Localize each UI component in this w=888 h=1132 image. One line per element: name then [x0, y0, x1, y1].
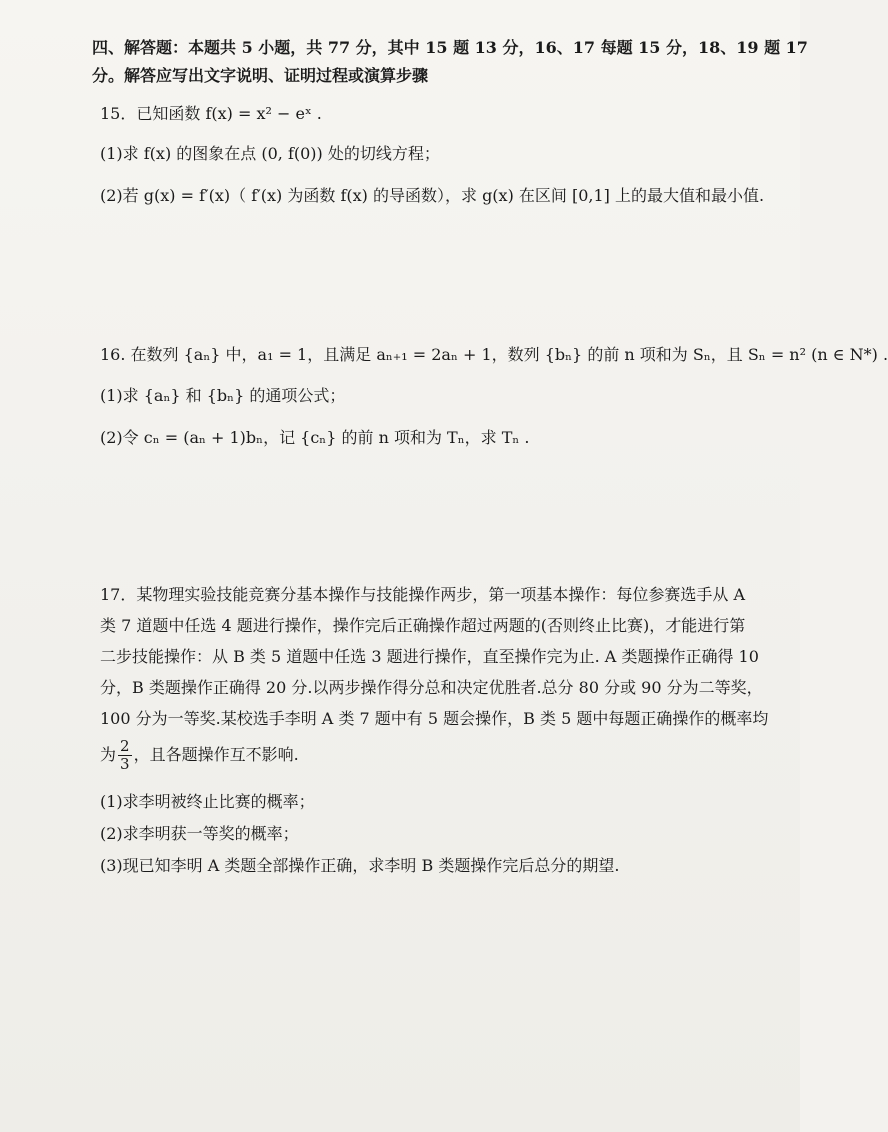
fraction-numerator: 2 — [120, 737, 130, 755]
q17-line2: 类 7 道题中任选 4 题进行操作，操作完后正确操作超过两题的(否则终止比赛)，才能进行第 — [100, 616, 746, 635]
section-header-line2: 分。解答应写出文字说明、证明过程或演算步骤 — [92, 66, 429, 85]
fraction-two-thirds — [118, 738, 132, 773]
q17-line6-suffix: ，且各题操作互不影响. — [133, 745, 299, 764]
q17-line3: 二步技能操作：从 B 类 5 道题中任选 3 题进行操作，直至操作完为止. A 类题操作正确得 10 — [100, 647, 759, 666]
q17-line1: 17．某物理实验技能竞赛分基本操作与技能操作两步，第一项基本操作：每位参赛选手从 A — [100, 585, 746, 604]
q17-part2: (2)求李明获一等奖的概率； — [100, 824, 299, 843]
q17-part3: (3)现已知李明 A 类题全部操作正确，求李明 B 类题操作完后总分的期望. — [100, 856, 620, 875]
q16-stem: 16. 在数列 {aₙ} 中，a₁ = 1，且满足 aₙ₊₁ = 2aₙ + 1，数列 {bₙ} 的前 n 项和为 Sₙ，且 Sₙ = n² (n ∈ N*) . — [100, 345, 888, 364]
q15-part1: (1)求 f(x) 的图象在点 (0, f(0)) 处的切线方程； — [100, 144, 440, 163]
q17-line6 — [100, 736, 730, 774]
fraction-denominator: 3 — [120, 755, 130, 773]
q16-part2: (2)令 cₙ = (aₙ + 1)bₙ，记 {cₙ} 的前 n 项和为 Tₙ，求 Tₙ . — [100, 428, 530, 447]
q17-line6-prefix: 为 — [100, 745, 117, 764]
q17-line4: 分，B 类题操作正确得 20 分.以两步操作得分总和决定优胜者.总分 80 分或 90 分为二等奖， — [100, 678, 763, 697]
q16-part1: (1)求 {aₙ} 和 {bₙ} 的通项公式； — [100, 386, 346, 405]
q15-part2: (2)若 g(x) = f′(x)（ f′(x) 为函数 f(x) 的导函数），求 g(x) 在区间 [0,1] 上的最大值和最小值. — [100, 186, 765, 205]
section-header-line1: 四、解答题：本题共 5 小题，共 77 分，其中 15 题 13 分，16、17 每题 15 分，18、19 题 17 — [92, 38, 808, 57]
q15-stem: 15．已知函数 f(x) = x² − eˣ . — [100, 104, 322, 123]
q17-line5: 100 分为一等奖.某校选手李明 A 类 7 题中有 5 题会操作，B 类 5 题中每题正确操作的概率均 — [100, 709, 769, 728]
q17-part1: (1)求李明被终止比赛的概率； — [100, 792, 315, 811]
